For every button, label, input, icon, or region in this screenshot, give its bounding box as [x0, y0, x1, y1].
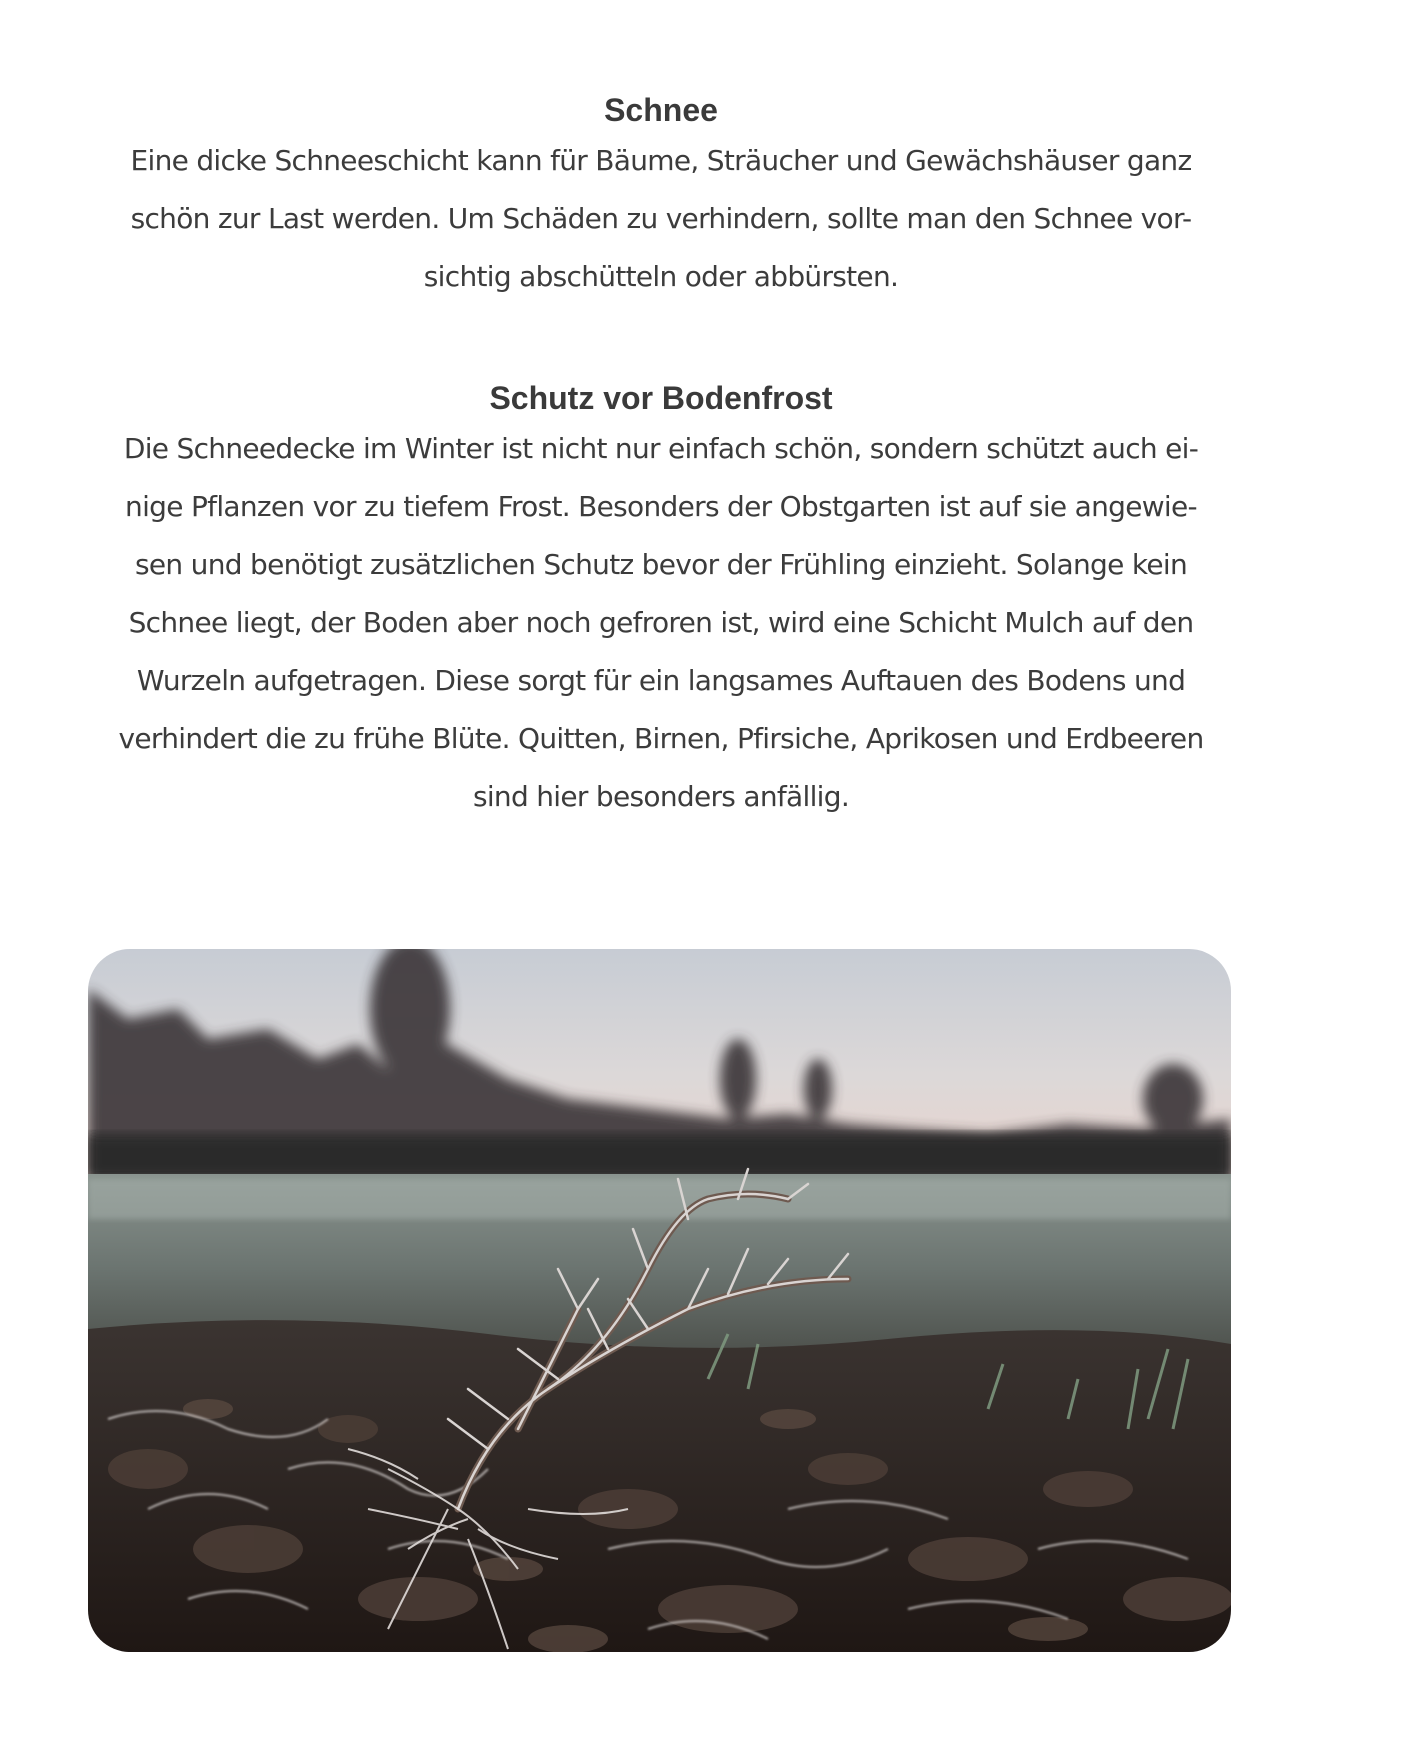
- body-line: Wurzeln aufgetragen. Diese sorgt für ein langsames Auftauen des Bodens und: [136, 664, 1186, 697]
- section-heading: Schutz vor Bodenfrost: [489, 380, 833, 416]
- body-line: Die Schneedecke im Winter ist nicht nur einfach schön, sondern schützt auch ei-: [123, 432, 1199, 465]
- body-line: sichtig abschütteln oder abbürsten.: [423, 260, 899, 293]
- section-schnee: [80, 88, 1242, 306]
- frosted-twig-on-soil-photo-icon: [88, 949, 1231, 1652]
- section-body: [80, 420, 1242, 826]
- body-line: sen und benötigt zusätzlichen Schutz bevor der Frühling einzieht. Solange kein: [134, 548, 1187, 581]
- section-heading: Schnee: [604, 92, 718, 128]
- body-line: schön zur Last werden. Um Schäden zu verhindern, sollte man den Schnee vor-: [130, 202, 1192, 235]
- body-line: verhindert die zu frühe Blüte. Quitten, Birnen, Pfirsiche, Aprikosen und Erdbeeren: [118, 722, 1204, 755]
- body-line: sind hier besonders anfällig.: [472, 780, 850, 813]
- section-body: [80, 132, 1242, 306]
- frosted-twig-photo: [88, 949, 1231, 1652]
- body-line: nige Pflanzen vor zu tiefem Frost. Besonders der Obstgarten ist auf sie angewie-: [125, 490, 1197, 523]
- body-line: Schnee liegt, der Boden aber noch gefroren ist, wird eine Schicht Mulch auf den: [128, 606, 1194, 639]
- section-bodenfrost: [80, 376, 1242, 826]
- body-line: Eine dicke Schneeschicht kann für Bäume, Sträucher und Gewächshäuser ganz: [130, 144, 1192, 177]
